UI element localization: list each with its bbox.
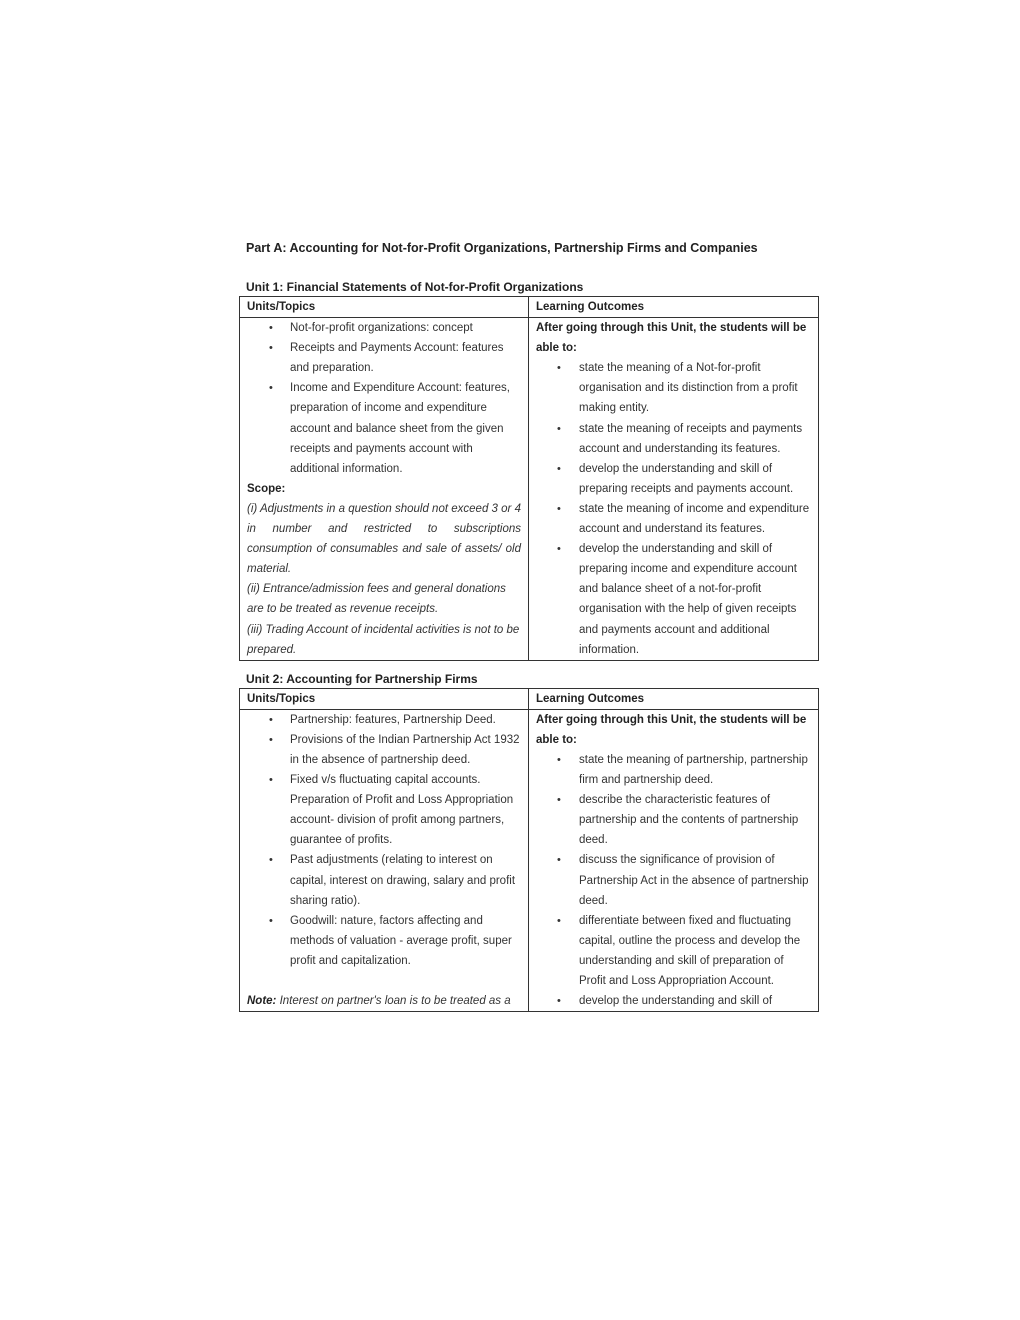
list-item: • develop the understanding and skill of preparing income and expenditure account and balance sheet of a not-for-profit organisation with the help of given receipts and payments account and additional information. [536,539,811,660]
list-item: • differentiate between fixed and fluctuating capital, outline the process and develop the understanding and skill of preparation of Profit and Loss Appropriation Account. [536,911,811,991]
unit1-topics-list [247,318,521,479]
scope-item: (i) Adjustments in a question should not exceed 3 or 4 in number and restricted to subscriptions consumption of consumables and sale of assets/ old material. [247,502,521,576]
unit1-topics-cell [240,318,529,661]
unit1-title: Unit 1: Financial Statements of Not-for-Profit Organizations [246,280,584,294]
list-item: • Goodwill: nature, factors affecting and methods of valuation - average profit, super profit and capitalization. [247,911,521,971]
scope-item: (iii) Trading Account of incidental activities is not to be prepared. [247,623,520,656]
unit1-outcomes-header: Learning Outcomes [529,297,819,318]
list-item: • describe the characteristic features of partnership and the contents of partnership deed. [536,790,811,850]
scope-item: (ii) Entrance/admission fees and general donations are to be treated as revenue receipts. [247,583,506,616]
unit1-topics-header: Units/Topics [240,297,529,318]
document-page [239,238,819,1012]
unit2-content-row [240,709,819,1011]
unit1-header-row [240,297,819,318]
list-item: • Receipts and Payments Account: features and preparation. [247,338,521,378]
unit2-topics-cell [240,709,529,1011]
unit2-outcomes-header: Learning Outcomes [529,688,819,709]
list-item: • develop the understanding and skill of [536,991,811,1011]
note-text: Interest on partner's loan is to be treated as a [279,995,511,1007]
unit1-content-row [240,318,819,661]
unit2-table [239,688,819,1013]
list-item: • discuss the significance of provision of Partnership Act in the absence of partnership deed. [536,850,811,910]
unit1-outcomes-list [536,358,811,659]
list-item: • state the meaning of receipts and payments account and understanding its features. [536,419,811,459]
spacer [247,971,521,991]
part-title: Part A: Accounting for Not-for-Profit Organizations, Partnership Firms and Companies [246,241,758,255]
scope-label: Scope: [247,482,286,495]
unit2-outcomes-list [536,750,811,1011]
unit2-topics-list [247,710,521,971]
note-label: Note: [247,995,277,1007]
unit2-header-row [240,688,819,709]
list-item: • Not-for-profit organizations: concept [247,318,521,338]
outcome-intro: After going through this Unit, the students will be able to: [536,713,807,746]
list-item: • Provisions of the Indian Partnership Act 1932 in the absence of partnership deed. [247,730,521,770]
unit2-outcomes-cell [529,709,819,1011]
list-item: • develop the understanding and skill of preparing receipts and payments account. [536,459,811,499]
outcome-intro: After going through this Unit, the students will be able to: [536,322,807,355]
list-item: • Income and Expenditure Account: features, preparation of income and expenditure account and balance sheet from the given receipts and payments account with additional information. [247,378,521,478]
list-item: • state the meaning of income and expenditure account and understand its features. [536,499,811,539]
unit1-outcomes-cell [529,318,819,661]
unit1-table [239,296,819,661]
unit2-title: Unit 2: Accounting for Partnership Firms [246,671,478,686]
unit2-topics-header: Units/Topics [240,688,529,709]
list-item: • Partnership: features, Partnership Deed. [247,710,521,730]
list-item: • Fixed v/s fluctuating capital accounts. Preparation of Profit and Loss Appropriation account- division of profit among partners, guarantee of profits. [247,770,521,850]
list-item: • state the meaning of partnership, partnership firm and partnership deed. [536,750,811,790]
unit2-note [247,991,521,1011]
list-item: • Past adjustments (relating to interest on capital, interest on drawing, salary and profit sharing ratio). [247,850,521,910]
list-item: • state the meaning of a Not-for-profit organisation and its distinction from a profit making entity. [536,358,811,418]
